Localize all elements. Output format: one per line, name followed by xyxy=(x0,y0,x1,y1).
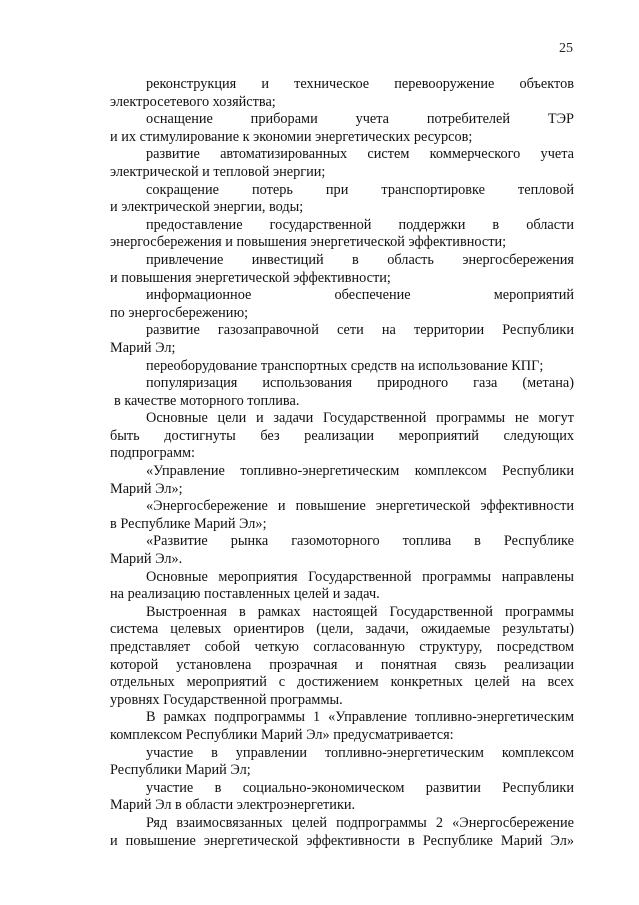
text-line: предоставление государственной поддержки в области xyxy=(146,216,574,233)
text-line: в качестве моторного топлива. xyxy=(114,392,300,409)
text-line: и электрической энергии, воды; xyxy=(110,199,304,216)
text-line: Ряд взаимосвязанных целей подпрограммы 2 «Энергосбережение xyxy=(146,814,574,831)
text-line: быть достигнуты без реализации мероприятий следующих xyxy=(110,427,574,444)
text-line: и их стимулирование к экономии энергетических ресурсов; xyxy=(110,128,473,145)
text-line: переоборудование транспортных средств на использование КПГ; xyxy=(146,357,544,374)
text-line: Основные мероприятия Государственной программы направлены xyxy=(146,568,574,585)
text-line: развитие газозаправочной сети на территории Республики xyxy=(146,322,574,339)
text-line: развитие автоматизированных систем коммерческого учета xyxy=(146,146,574,163)
document-body xyxy=(110,76,574,850)
text-line: представляет собой четкую согласованную структуру, посредством xyxy=(110,639,574,655)
text-line: уровнях Государственной программы. xyxy=(110,691,343,708)
text-line: отдельных мероприятий с достижением конкретных целей на всех xyxy=(110,674,574,691)
text-line: Республики Марий Эл; xyxy=(110,762,251,779)
text-line: участие в социально-экономическом развитии Республики xyxy=(146,779,574,796)
text-line: электрической и тепловой энергии; xyxy=(110,163,326,180)
text-line: подпрограмм: xyxy=(110,445,196,462)
text-line: которой установлена прозрачная и понятная связь реализации xyxy=(110,656,574,673)
text-line: Марий Эл». xyxy=(110,551,183,568)
page-number: 25 xyxy=(559,41,573,56)
text-line: на реализацию поставленных целей и задач. xyxy=(110,586,380,603)
text-line: оснащение приборами учета потребителей ТЭР xyxy=(146,111,574,128)
text-line: сокращение потерь при транспортировке тепловой xyxy=(146,181,574,198)
text-line: Выстроенная в рамках настоящей Государственной программы xyxy=(146,603,574,620)
text-line: энергосбережения и повышения энергетической эффективности; xyxy=(110,234,507,251)
text-line: В рамках подпрограммы 1 «Управление топливно-энергетическим xyxy=(146,709,574,726)
text-line: Основные цели и задачи Государственной программы не могут xyxy=(146,410,574,427)
text-line: «Энергосбережение и повышение энергетической эффективности xyxy=(146,498,574,515)
text-line: комплексом Республики Марий Эл» предусматривается: xyxy=(110,726,454,743)
text-line: по энергосбережению; xyxy=(110,304,249,321)
text-line: и повышения энергетической эффективности; xyxy=(110,269,391,286)
text-line: реконструкция и техническое перевооружение объектов xyxy=(146,76,574,92)
text-line: «Управление топливно-энергетическим комплексом Республики xyxy=(146,463,574,480)
text-line: Марий Эл; xyxy=(110,339,176,356)
text-line: популяризация использования природного газа (метана) xyxy=(146,375,574,392)
text-line: информационное обеспечение мероприятий xyxy=(146,287,574,304)
text-line: «Развитие рынка газомоторного топлива в Республике xyxy=(146,533,574,550)
text-line: электросетевого хозяйства; xyxy=(110,93,276,110)
text-line: привлечение инвестиций в область энергосбережения xyxy=(146,251,574,268)
text-line: Марий Эл»; xyxy=(110,480,183,497)
text-line: система целевых ориентиров (цели, задачи, ожидаемые результаты) xyxy=(110,621,574,638)
text-line: в Республике Марий Эл»; xyxy=(110,515,267,532)
text-line: и повышение энергетической эффективности в Республике Марий Эл» xyxy=(110,832,574,849)
text-line: Марий Эл в области электроэнергетики. xyxy=(110,797,356,814)
text-line: участие в управлении топливно-энергетическим комплексом xyxy=(146,744,574,761)
